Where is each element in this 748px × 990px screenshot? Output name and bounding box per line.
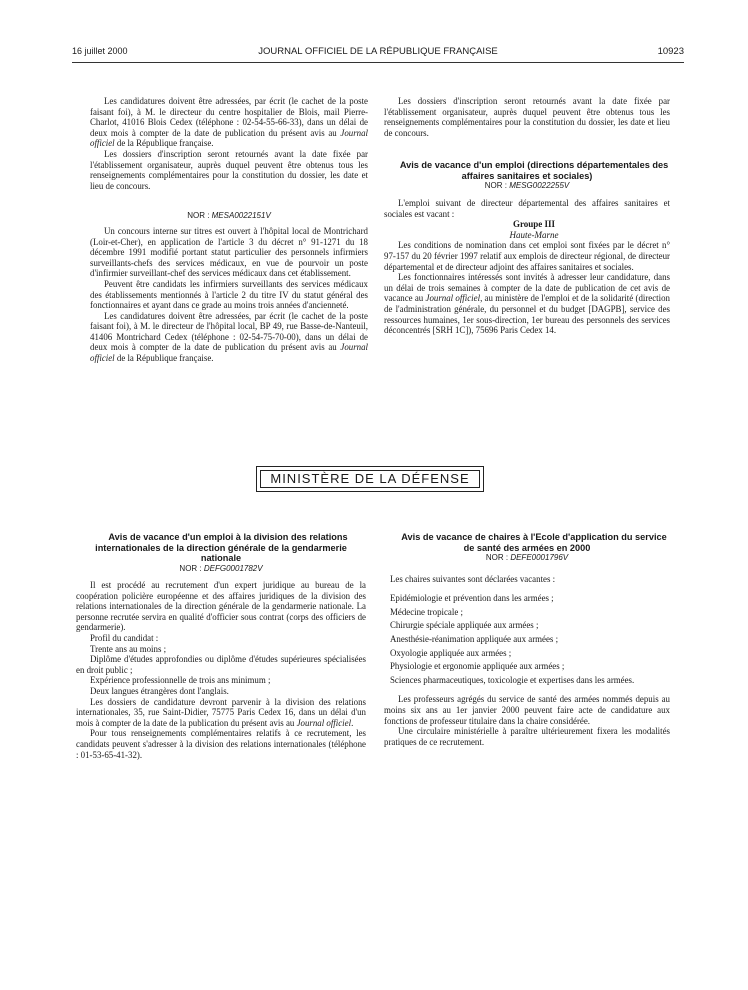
paragraph: Les fonctionnaires intéressés sont invités à adresser leur candidature, dans un délai de trois semaines à compter de la date de publication de cet avis de vacance au Journal officiel, au ministère de l'emploi et de la solidarité (direction de l'administration générale, du personnel et du budget [DAGPB], service des ressources humaines, 1er sous-direction, 1er bureau des personnels des services déconcentrés [SRH 1C]), 75696 Paris Cedex 14. <box>384 272 670 336</box>
paragraph: Peuvent être candidats les infirmiers surveillants des services médicaux des établissements mentionnés à l'article 2 du titre IV du statut général des fonctionnaires et ayant dans ce grade au moins trois années d'ancienneté. <box>90 278 368 311</box>
right-top-column <box>384 96 670 336</box>
paragraph: Les candidatures doivent être adressées, par écrit (le cachet de la poste faisant foi), à M. le directeur du centre hospitalier de Blois, mail Pierre-Charlot, 41016 Blois Cedex (téléphone : 02-54-55-66-33), dans un délai de deux mois à compter de la date de publication du présent avis au Journal officiel de la République française. <box>90 96 368 149</box>
nor-reference: NOR : DEFG0001782V <box>179 563 263 573</box>
nor-reference: NOR : MESA0022151V <box>187 211 271 221</box>
ministry-heading-box <box>256 466 484 492</box>
paragraph: Les dossiers d'inscription seront retournés avant la date fixée par l'établissement organisateur, auprès duquel peuvent être obtenus tous les renseignements complémentaires pour la constitution du dossier, les date et lieu de concours. <box>90 148 368 191</box>
list-item: Chirurgie spéciale appliquée aux armées ; <box>390 620 539 631</box>
list-item: Médecine tropicale ; <box>390 606 463 617</box>
region-heading: Haute-Marne <box>509 229 559 240</box>
page-number: 10923 <box>657 46 684 57</box>
paragraph: L'emploi suivant de directeur départemental des affaires sanitaires et sociales est vacant : <box>384 197 670 219</box>
paragraph: Deux langues étrangères dont l'anglais. <box>90 686 229 697</box>
paragraph: Trente ans au moins ; <box>90 643 167 654</box>
paragraph: Les professeurs agrégés du service de santé des armées nommés depuis au moins six ans au 1er janvier 2000 peuvent faire acte de candidature aux fonctions de professeur titulaire dans la chaire considérée. <box>384 694 670 726</box>
paragraph: Pour tous renseignements complémentaires relatifs à ce recrutement, les candidats peuvent s'adresser à la division des relations internationales (téléphone : 01-53-65-41-32). <box>76 728 366 760</box>
groupe-heading: Groupe III <box>512 219 556 230</box>
paragraph: Il est procédé au recrutement d'un expert juridique au bureau de la coopération policière européenne et des affaires juridiques de la division des relations internationales de la direction générale de la gendarmerie nationale. La personne recrutée servira en qualité d'officier sous contrat (corps des officiers de gendarmerie). <box>76 580 366 633</box>
paragraph: Les candidatures doivent être adressées, par écrit (le cachet de la poste faisant foi), à M. le directeur de l'hôpital local, BP 49, rue Basse-de-Nanteuil, 41406 Montrichard Cedex (téléphone : 02-54-75-70-00), dans un délai de deux mois à compter de la date de publication du présent avis au Journal officiel de la République française. <box>90 310 368 364</box>
left-bottom-column <box>76 532 366 760</box>
paragraph: Diplôme d'études approfondies ou diplôme d'études supérieures spécialisées en droit public ; <box>76 654 366 675</box>
paragraph: Les conditions de nomination dans cet emploi sont fixées par le décret n° 97-157 du 20 février 1997 relatif aux emplois de directeur régional, de directeur départemental et de directeur adjoint des affaires sanitaires et sociales. <box>384 240 670 272</box>
journal-title: JOURNAL OFFICIEL DE LA RÉPUBLIQUE FRANÇAISE <box>258 46 498 57</box>
list-intro: Les chaires suivantes sont déclarées vacantes : <box>390 573 556 584</box>
paragraph: Profil du candidat : <box>90 633 159 644</box>
list-item: Sciences pharmaceutiques, toxicologie et expertises dans les armées. <box>390 674 635 685</box>
list-item: Epidémiologie et prévention dans les armées ; <box>390 593 554 604</box>
list-item: Anesthésie-réanimation appliquée aux armées ; <box>390 633 559 644</box>
page-header <box>72 46 684 60</box>
ministry-heading: MINISTÈRE DE LA DÉFENSE <box>260 470 480 488</box>
notice-title: Avis de vacance d'un emploi à la division des relations internationales de la direction générale de la gendarmerie nationale <box>95 532 348 563</box>
paragraph: Les dossiers de candidature devront parvenir à la division des relations internationales, 35, rue Saint-Didier, 75775 Paris Cedex 16, dans un délai d'un mois à compter de la date de la publication du présent avis au Journal officiel. <box>76 696 366 728</box>
paragraph: Expérience professionnelle de trois ans minimum ; <box>90 675 271 686</box>
left-top-column <box>90 96 368 364</box>
list-item: Oxyologie appliquée aux armées ; <box>390 647 512 658</box>
paragraph: Un concours interne sur titres est ouvert à l'hôpital local de Montrichard (Loir-et-Cher), en application de l'article 3 du décret n° 91-1271 du 18 décembre 1991 modifié portant statut particulier des personnels infirmiers surveillants-chefs des services médicaux, en vue de pourvoir un poste d'infirmier surveillant-chef des services médicaux dans cet établissement. <box>90 225 368 279</box>
notice-title: Avis de vacance d'un emploi (directions départementales des affaires sanitaires et sociales) <box>399 160 669 181</box>
chairs-list <box>384 574 670 686</box>
header-date: 16 juillet 2000 <box>72 46 128 56</box>
nor-reference: NOR : DEFE0001796V <box>485 553 569 562</box>
list-item: Physiologie et ergonomie appliquée aux armées ; <box>390 661 565 672</box>
paragraph: Les dossiers d'inscription seront retournés avant la date fixée par l'établissement organisateur, auprès duquel peuvent être obtenus tous les renseignements complémentaires pour la constitution du dossier, les date et lieu de concours. <box>384 96 670 138</box>
notice-title: Avis de vacance de chaires à l'Ecole d'application du service de santé des armées en 2000 <box>401 532 667 553</box>
nor-reference: NOR : MESG0022255V <box>484 181 570 191</box>
paragraph: Une circulaire ministérielle à paraître ultérieurement fixera les modalités pratiques de ce recrutement. <box>384 726 670 747</box>
right-bottom-column <box>384 532 670 747</box>
header-rule <box>72 62 684 63</box>
